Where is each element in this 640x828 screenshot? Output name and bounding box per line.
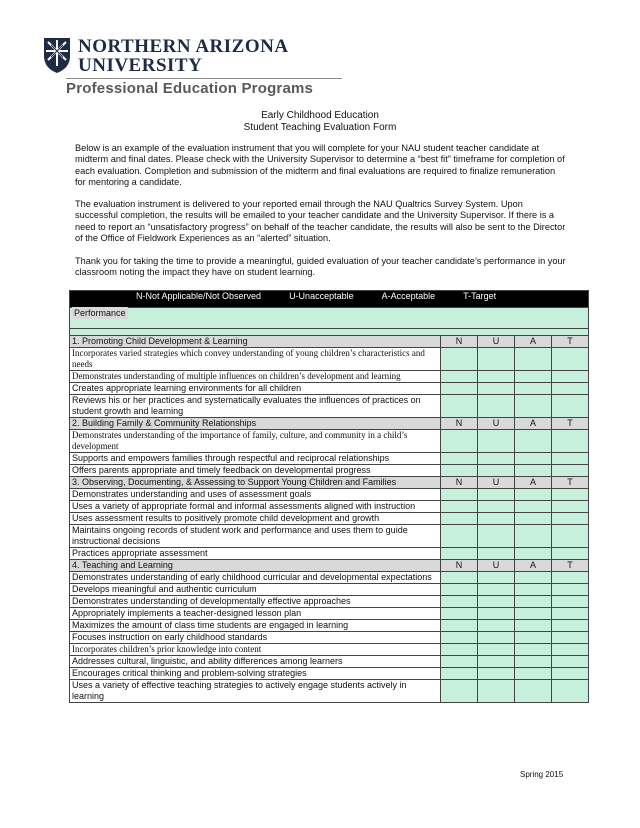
rating-cell-a[interactable]: [515, 644, 552, 656]
form-subtitle: Student Teaching Evaluation Form: [243, 122, 397, 133]
rating-cell-a[interactable]: [515, 395, 552, 418]
footer-date: Spring 2015: [520, 770, 564, 779]
criterion-row: [70, 501, 589, 513]
column-header-t: T: [552, 336, 589, 348]
rating-cell-n[interactable]: [441, 395, 478, 418]
rating-cell-u[interactable]: [478, 680, 515, 703]
performance-label: Performance: [74, 308, 126, 318]
rating-cell-u[interactable]: [478, 644, 515, 656]
rating-cell-t[interactable]: [552, 383, 589, 395]
legend-a: A-Acceptable: [381, 291, 436, 301]
criterion-text: Uses a variety of appropriate formal and informal assessments aligned with instruction: [70, 501, 441, 513]
rating-cell-u[interactable]: [478, 584, 515, 596]
criterion-row: [70, 465, 589, 477]
rating-cell-n[interactable]: [441, 501, 478, 513]
rating-cell-n[interactable]: [441, 513, 478, 525]
rating-cell-n[interactable]: [441, 632, 478, 644]
criterion-text: Uses assessment results to positively promote child development and growth: [70, 513, 441, 525]
criterion-text: Focuses instruction on early childhood standards: [70, 632, 441, 644]
criterion-text: Demonstrates understanding of the importance of family, culture, and community in a child’s development: [70, 430, 441, 453]
rating-cell-n[interactable]: [441, 644, 478, 656]
column-header-n: N: [441, 418, 478, 430]
criterion-text: Incorporates varied strategies which convey understanding of young children’s characteristics and needs: [70, 348, 441, 371]
rating-cell-u[interactable]: [478, 383, 515, 395]
rating-cell-u[interactable]: [478, 489, 515, 501]
criterion-row: [70, 395, 589, 418]
rating-cell-u[interactable]: [478, 620, 515, 632]
column-header-t: T: [552, 560, 589, 572]
criterion-text: Practices appropriate assessment: [70, 548, 441, 560]
rating-cell-a[interactable]: [515, 668, 552, 680]
section-header-row: [70, 418, 589, 430]
rating-cell-t[interactable]: [552, 489, 589, 501]
rating-cell-a[interactable]: [515, 584, 552, 596]
rating-cell-n[interactable]: [441, 656, 478, 668]
column-header-u: U: [478, 477, 515, 489]
criterion-row: [70, 644, 589, 656]
evaluation-table: [69, 290, 589, 703]
rating-cell-n[interactable]: [441, 572, 478, 584]
rating-cell-n[interactable]: [441, 548, 478, 560]
criterion-row: [70, 453, 589, 465]
criterion-row: [70, 513, 589, 525]
rating-cell-n[interactable]: [441, 596, 478, 608]
rating-cell-a[interactable]: [515, 371, 552, 383]
rating-cell-t[interactable]: [552, 584, 589, 596]
rating-cell-a[interactable]: [515, 430, 552, 453]
rating-cell-t[interactable]: [552, 348, 589, 371]
rating-cell-a[interactable]: [515, 348, 552, 371]
section-header-row: [70, 560, 589, 572]
criterion-row: [70, 632, 589, 644]
nau-shield-icon: [42, 36, 72, 74]
criterion-row: [70, 489, 589, 501]
criterion-text: Reviews his or her practices and systematically evaluates the influences of practices on student growth and learning: [70, 395, 441, 418]
criterion-text: Maintains ongoing records of student work and performance and uses them to guide instructional decisions: [70, 525, 441, 548]
criterion-row: [70, 596, 589, 608]
column-header-u: U: [478, 560, 515, 572]
rating-cell-n[interactable]: [441, 371, 478, 383]
department-name: Professional Education Programs: [66, 80, 314, 97]
rating-cell-u[interactable]: [478, 596, 515, 608]
rating-cell-u[interactable]: [478, 608, 515, 620]
criterion-text: Addresses cultural, linguistic, and ability differences among learners: [70, 656, 441, 668]
criterion-text: Demonstrates understanding of multiple influences on children’s development and learning: [70, 371, 441, 383]
section-header-row: [70, 477, 589, 489]
criterion-row: [70, 430, 589, 453]
column-header-n: N: [441, 477, 478, 489]
criterion-row: [70, 348, 589, 371]
legend-t: T-Target: [463, 291, 497, 301]
rating-cell-a[interactable]: [515, 525, 552, 548]
legend-row: [70, 291, 589, 308]
rating-cell-t[interactable]: [552, 501, 589, 513]
rating-cell-t[interactable]: [552, 430, 589, 453]
rating-cell-t[interactable]: [552, 680, 589, 703]
rating-cell-u[interactable]: [478, 453, 515, 465]
rating-cell-n[interactable]: [441, 584, 478, 596]
legend-u: U-Unacceptable: [289, 291, 354, 301]
section-header-row: [70, 336, 589, 348]
criterion-text: Demonstrates understanding of developmentally effective approaches: [70, 596, 441, 608]
criterion-row: [70, 668, 589, 680]
criterion-text: Incorporates children’s prior knowledge into content: [70, 644, 441, 656]
section-title: 3. Observing, Documenting, & Assessing to Support Young Children and Families: [70, 477, 441, 489]
criterion-text: Appropriately implements a teacher-designed lesson plan: [70, 608, 441, 620]
column-header-n: N: [441, 336, 478, 348]
rating-cell-a[interactable]: [515, 572, 552, 584]
column-header-u: U: [478, 418, 515, 430]
rating-cell-n[interactable]: [441, 348, 478, 371]
rating-cell-a[interactable]: [515, 632, 552, 644]
rating-cell-a[interactable]: [515, 501, 552, 513]
rating-cell-n[interactable]: [441, 453, 478, 465]
rating-cell-a[interactable]: [515, 489, 552, 501]
criterion-text: Demonstrates understanding of early childhood curricular and developmental expectations: [70, 572, 441, 584]
criterion-row: [70, 572, 589, 584]
rating-cell-t[interactable]: [552, 395, 589, 418]
criterion-text: Develops meaningful and authentic curriculum: [70, 584, 441, 596]
rating-cell-n[interactable]: [441, 668, 478, 680]
criterion-row: [70, 620, 589, 632]
column-header-a: A: [515, 336, 552, 348]
rating-cell-u[interactable]: [478, 632, 515, 644]
criterion-row: [70, 608, 589, 620]
rating-cell-u[interactable]: [478, 513, 515, 525]
rating-cell-t[interactable]: [552, 596, 589, 608]
criterion-text: Demonstrates understanding and uses of assessment goals: [70, 489, 441, 501]
rating-cell-a[interactable]: [515, 383, 552, 395]
criterion-row: [70, 383, 589, 395]
spacer-row: [70, 329, 589, 336]
criterion-row: [70, 584, 589, 596]
column-header-a: A: [515, 477, 552, 489]
header-divider: [66, 78, 342, 79]
rating-cell-t[interactable]: [552, 620, 589, 632]
university-name-line2: UNIVERSITY: [78, 55, 203, 76]
rating-cell-t[interactable]: [552, 453, 589, 465]
rating-cell-t[interactable]: [552, 371, 589, 383]
university-name-line1: NORTHERN ARIZONA: [78, 36, 289, 57]
criterion-row: [70, 371, 589, 383]
rating-cell-u[interactable]: [478, 572, 515, 584]
rating-cell-u[interactable]: [478, 548, 515, 560]
intro-paragraph-2: The evaluation instrument is delivered to your reported email through the NAU Qualtrics Survey System. Upon successful completion, the results will be emailed to your teacher candidate and the University Supervisor. If there is a need to report an “unsatisfactory progress” on behalf of the teacher candidate, the results will also be sent to the Director of the Office of Fieldwork Experiences as an “alerted” situation.: [75, 199, 566, 244]
section-title: 4. Teaching and Learning: [70, 560, 441, 572]
column-header-t: T: [552, 418, 589, 430]
rating-cell-u[interactable]: [478, 501, 515, 513]
rating-cell-u[interactable]: [478, 525, 515, 548]
rating-cell-t[interactable]: [552, 525, 589, 548]
criterion-text: Uses a variety of effective teaching strategies to actively engage students actively in learning: [70, 680, 441, 703]
criterion-text: Creates appropriate learning environments for all children: [70, 383, 441, 395]
rating-cell-t[interactable]: [552, 656, 589, 668]
criterion-text: Offers parents appropriate and timely feedback on developmental progress: [70, 465, 441, 477]
rating-cell-a[interactable]: [515, 620, 552, 632]
rating-cell-t[interactable]: [552, 644, 589, 656]
column-header-u: U: [478, 336, 515, 348]
criterion-text: Encourages critical thinking and problem-solving strategies: [70, 668, 441, 680]
criterion-row: [70, 548, 589, 560]
rating-cell-t[interactable]: [552, 608, 589, 620]
column-header-a: A: [515, 418, 552, 430]
rating-cell-a[interactable]: [515, 656, 552, 668]
rating-cell-u[interactable]: [478, 395, 515, 418]
rating-cell-a[interactable]: [515, 548, 552, 560]
rating-cell-t[interactable]: [552, 668, 589, 680]
rating-cell-a[interactable]: [515, 453, 552, 465]
rating-cell-a[interactable]: [515, 513, 552, 525]
rating-cell-n[interactable]: [441, 430, 478, 453]
rating-cell-n[interactable]: [441, 383, 478, 395]
rating-cell-a[interactable]: [515, 465, 552, 477]
rating-cell-t[interactable]: [552, 572, 589, 584]
column-header-a: A: [515, 560, 552, 572]
rating-cell-t[interactable]: [552, 548, 589, 560]
rating-cell-n[interactable]: [441, 489, 478, 501]
rating-cell-n[interactable]: [441, 465, 478, 477]
rating-cell-a[interactable]: [515, 680, 552, 703]
rating-cell-t[interactable]: [552, 513, 589, 525]
section-title: 1. Promoting Child Development & Learning: [70, 336, 441, 348]
criterion-row: [70, 656, 589, 668]
rating-cell-n[interactable]: [441, 680, 478, 703]
column-header-t: T: [552, 477, 589, 489]
rating-cell-u[interactable]: [478, 668, 515, 680]
rating-cell-u[interactable]: [478, 348, 515, 371]
legend-n: N-Not Applicable/Not Observed: [136, 291, 262, 301]
intro-paragraph-3: Thank you for taking the time to provide a meaningful, guided evaluation of your teacher candidate’s performance in your classroom noting the impact they have on student learning.: [75, 256, 566, 278]
section-title: 2. Building Family & Community Relationships: [70, 418, 441, 430]
rating-cell-a[interactable]: [515, 608, 552, 620]
rating-cell-u[interactable]: [478, 465, 515, 477]
rating-cell-n[interactable]: [441, 608, 478, 620]
performance-row: [70, 308, 589, 329]
rating-cell-a[interactable]: [515, 596, 552, 608]
form-title: Early Childhood Education: [261, 110, 379, 121]
rating-cell-u[interactable]: [478, 430, 515, 453]
criterion-text: Maximizes the amount of class time students are engaged in learning: [70, 620, 441, 632]
column-header-n: N: [441, 560, 478, 572]
criterion-row: [70, 525, 589, 548]
rating-cell-n[interactable]: [441, 620, 478, 632]
rating-cell-n[interactable]: [441, 525, 478, 548]
criterion-text: Supports and empowers families through respectful and reciprocal relationships: [70, 453, 441, 465]
criterion-row: [70, 680, 589, 703]
rating-cell-u[interactable]: [478, 371, 515, 383]
intro-paragraph-1: Below is an example of the evaluation instrument that you will complete for your NAU student teacher candidate at midterm and final dates. Please check with the University Supervisor to determine a “best fit” timeframe for completion of each evaluation. Completion and submission of the midterm and final evaluations are required to finalize remuneration for mentoring a candidate.: [75, 143, 565, 188]
rating-cell-u[interactable]: [478, 656, 515, 668]
rating-cell-t[interactable]: [552, 465, 589, 477]
rating-cell-t[interactable]: [552, 632, 589, 644]
